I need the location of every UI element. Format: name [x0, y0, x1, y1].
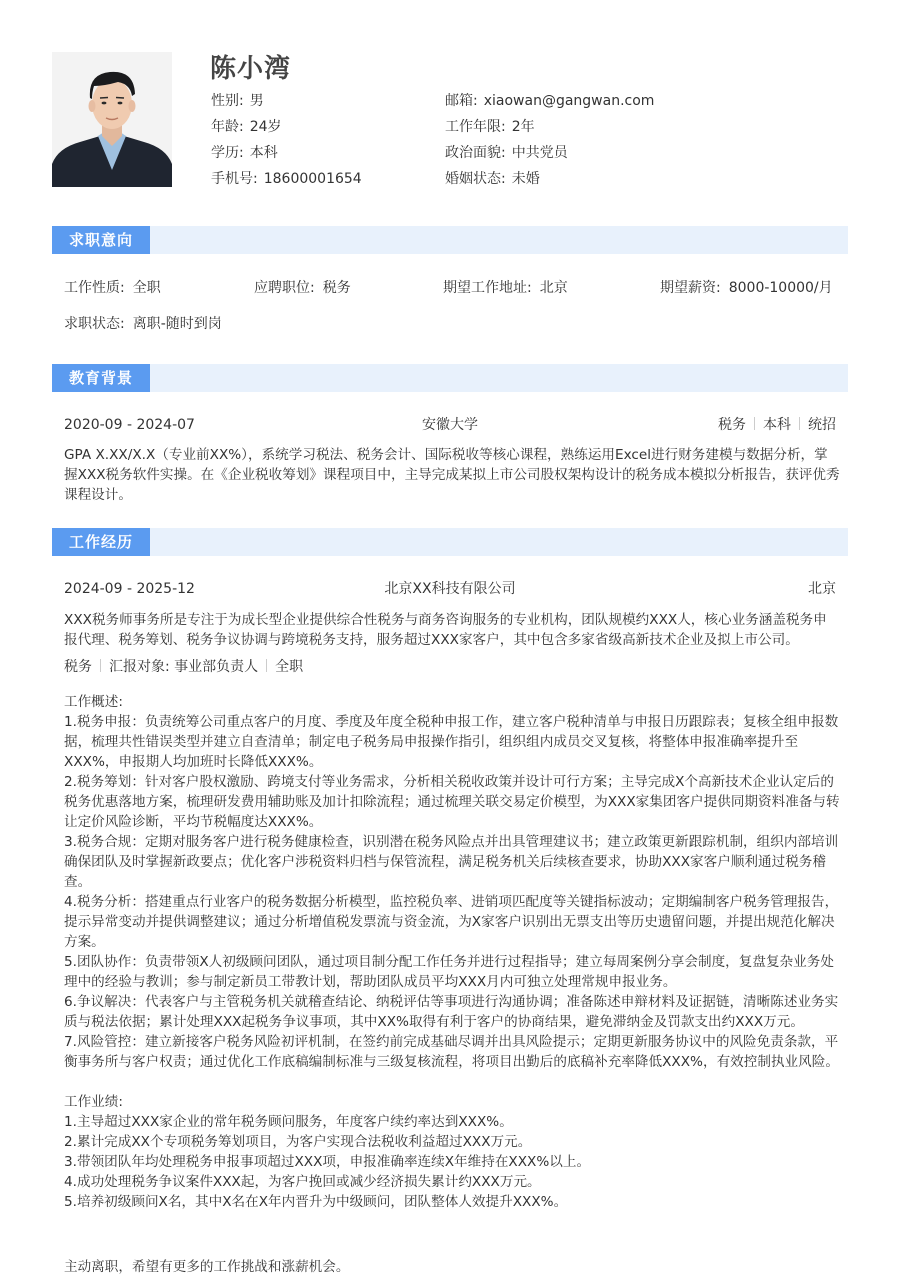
education-tag-degree: 本科: [763, 417, 791, 433]
candidate-name: 陈小湾: [210, 54, 292, 84]
tag-divider: [799, 417, 800, 430]
info-experience-years: [445, 118, 771, 136]
section-title: 工作经历: [52, 528, 150, 556]
work-tag-field: 税务: [64, 659, 92, 675]
info-value: xiaowan@gangwan.com: [483, 93, 655, 109]
info-value: 未婚: [511, 171, 540, 187]
work-tags: [64, 657, 836, 677]
info-label: 工作年限:: [445, 119, 506, 135]
intent-nature: [64, 278, 161, 298]
spacer: [64, 1072, 840, 1092]
info-label: 学历:: [211, 145, 244, 161]
education-period: 2020-09 - 2024-07: [64, 417, 195, 433]
intent-label: 期望薪资:: [660, 280, 721, 296]
info-label: 婚姻状态:: [445, 171, 506, 187]
info-email: [445, 92, 771, 110]
info-value: 本科: [249, 145, 278, 161]
work-period: 2024-09 - 2025-12: [64, 581, 195, 597]
work-tag-type: 全职: [275, 659, 304, 675]
info-label: 性别:: [211, 93, 244, 109]
info-label: 政治面貌:: [445, 145, 506, 161]
overview-item: 2.税务筹划：针对客户股权激励、跨境支付等业务需求，分析相关税收政策并设计可行方案；主导完成X个高新技术企业认定后的税务优惠落地方案，梳理研发费用辅助账及加计扣除流程；通过梳理关联交易定价模型，为XXX家集团客户提供同期资料准备与转让定价风险诊断，平均节税幅度达XXX%。: [64, 774, 840, 830]
info-value: 中共党员: [511, 145, 568, 161]
work-tag-report-to: 汇报对象: 事业部负责人: [109, 659, 259, 675]
info-value: 24岁: [249, 119, 282, 135]
overview-item: 5.团队协作：负责带领X人初级顾问团队，通过项目制分配工作任务并进行过程指导；建立每周案例分享会制度，复盘复杂业务处理中的经验与教训；参与制定新员工带教计划，帮助团队成员平均XXX月内可独立处理常规申报业务。: [64, 954, 834, 990]
achievement-item: 5.培养初级顾问X名，其中X名在X年内晋升为中级顾问，团队整体人效提升XXX%。: [64, 1194, 568, 1210]
section-header-education: [52, 364, 848, 392]
work-company: 北京XX科技有限公司: [384, 581, 516, 597]
intent-label: 期望工作地址:: [443, 280, 532, 296]
info-value: 男: [249, 93, 264, 109]
overview-item: 1.税务申报：负责统筹公司重点客户的月度、季度及年度全税种申报工作，建立客户税种清单与申报日历跟踪表；复核全组申报数据，梳理共性错误类型并建立自查清单；制定电子税务局申报操作指引，组织组内成员交叉复核，将整体申报准确率提升至XXX%，申报期人均加班时长降低XXX%。: [64, 714, 839, 770]
intent-status: [64, 314, 222, 334]
overview-item: 6.争议解决：代表客户与主管税务机关就稽查结论、纳税评估等事项进行沟通协调；准备陈述申辩材料及证据链，清晰陈述业务实质与税法依据；累计处理XXX起税务争议事项，其中XX%取得有利于客户的协商结果，避免滞纳金及罚款支出约XXX万元。: [64, 994, 839, 1030]
intent-position: [254, 278, 351, 298]
intent-value: 离职-随时到岗: [132, 316, 222, 332]
overview-item: 3.税务合规：定期对服务客户进行税务健康检查，识别潜在税务风险点并出具管理建议书；建立政策更新跟踪机制，组织内部培训确保团队及时掌握新政要点；优化客户涉税资料归档与保管流程，满足税务机关后续核查要求，协助XXX家客户顺利通过税务稽查。: [64, 834, 839, 890]
basic-info: [211, 92, 771, 188]
overview-item: 4.税务分析：搭建重点行业客户的税务数据分析模型，监控税负率、进销项匹配度等关键指标波动；定期编制客户税务管理报告，提示异常变动并提供调整建议；通过分析增值税发票流与资金流，为X家客户识别出无票支出等历史遗留问题，并提出规范化解决方案。: [64, 894, 839, 950]
info-value: 2年: [511, 119, 535, 135]
education-description: GPA X.XX/X.X（专业前XX%），系统学习税法、税务会计、国际税收等核心课程，熟练运用Excel进行财务建模与数据分析，掌握XXX税务软件实操。在《企业税收筹划》课程项目中，主导完成某拟上市公司股权架构设计的税务成本模拟分析报告，获评优秀课程设计。: [64, 447, 840, 503]
tag-divider: [754, 417, 755, 430]
info-phone: [211, 170, 445, 188]
education-school: 安徽大学: [422, 417, 478, 433]
section-header-intent: [52, 226, 848, 254]
intent-label: 工作性质:: [64, 280, 125, 296]
achievement-item: 3.带领团队年均处理税务申报事项超过XXX项，申报准确率连续X年维持在XXX%以上。: [64, 1154, 591, 1170]
tag-divider: [266, 659, 267, 672]
overview-item: 7.风险管控：建立新接客户税务风险初评机制，在签约前完成基础尽调并出具风险提示；定期更新服务协议中的风险免责条款，平衡事务所与客户权责；通过优化工作底稿编制标准与三级复核流程，将项目出勤后的底稿补充率降低XXX%，有效控制执业风险。: [64, 1034, 839, 1070]
info-label: 年龄:: [211, 119, 244, 135]
achievements-title: 工作业绩:: [64, 1094, 123, 1110]
intent-label: 应聘职位:: [254, 280, 315, 296]
intent-value: 8000-10000/月: [728, 280, 833, 296]
info-gender: [211, 92, 445, 110]
info-label: 手机号:: [211, 171, 258, 187]
work-header-row: [64, 579, 836, 599]
overview-title: 工作概述:: [64, 694, 123, 710]
section-header-work: [52, 528, 848, 556]
achievement-item: 4.成功处理税务争议案件XXX起，为客户挽回或减少经济损失累计约XXX万元。: [64, 1174, 541, 1190]
intent-value: 税务: [322, 280, 351, 296]
achievement-item: 2.累计完成XX个专项税务筹划项目，为客户实现合法税收利益超过XXX万元。: [64, 1134, 532, 1150]
intent-row-2: [64, 314, 836, 334]
avatar-photo: [52, 52, 172, 187]
info-label: 邮箱:: [445, 93, 478, 109]
intent-label: 求职状态:: [64, 316, 125, 332]
tag-divider: [100, 659, 101, 672]
info-degree: [211, 144, 445, 162]
intent-salary: [660, 278, 833, 298]
leave-reason: 主动离职，希望有更多的工作挑战和涨薪机会。: [64, 1259, 350, 1275]
work-company-description: XXX税务师事务所是专注于为成长型企业提供综合性税务与商务咨询服务的专业机构，团队规模约XXX人，核心业务涵盖税务申报代理、税务筹划、税务争议协调与跨境税务支持，服务超过XXX家客户，其中包含多家省级高新技术企业及拟上市公司。: [64, 612, 827, 648]
work-details: [64, 692, 840, 1212]
info-age: [211, 118, 445, 136]
info-value: 18600001654: [263, 171, 362, 187]
education-tag-major: 税务: [718, 417, 746, 433]
section-title: 求职意向: [52, 226, 150, 254]
education-tags: [718, 415, 836, 435]
achievement-item: 1.主导超过XXX家企业的常年税务顾问服务，年度客户续约率达到XXX%。: [64, 1114, 513, 1130]
education-header-row: [64, 415, 836, 435]
intent-value: 全职: [132, 280, 161, 296]
section-title: 教育背景: [52, 364, 150, 392]
education-tag-enrollment: 统招: [808, 417, 836, 433]
intent-row-1: [64, 278, 836, 298]
intent-value: 北京: [539, 280, 568, 296]
info-marital-status: [445, 170, 771, 188]
intent-location: [443, 278, 568, 298]
info-political-status: [445, 144, 771, 162]
work-city: 北京: [808, 581, 836, 597]
